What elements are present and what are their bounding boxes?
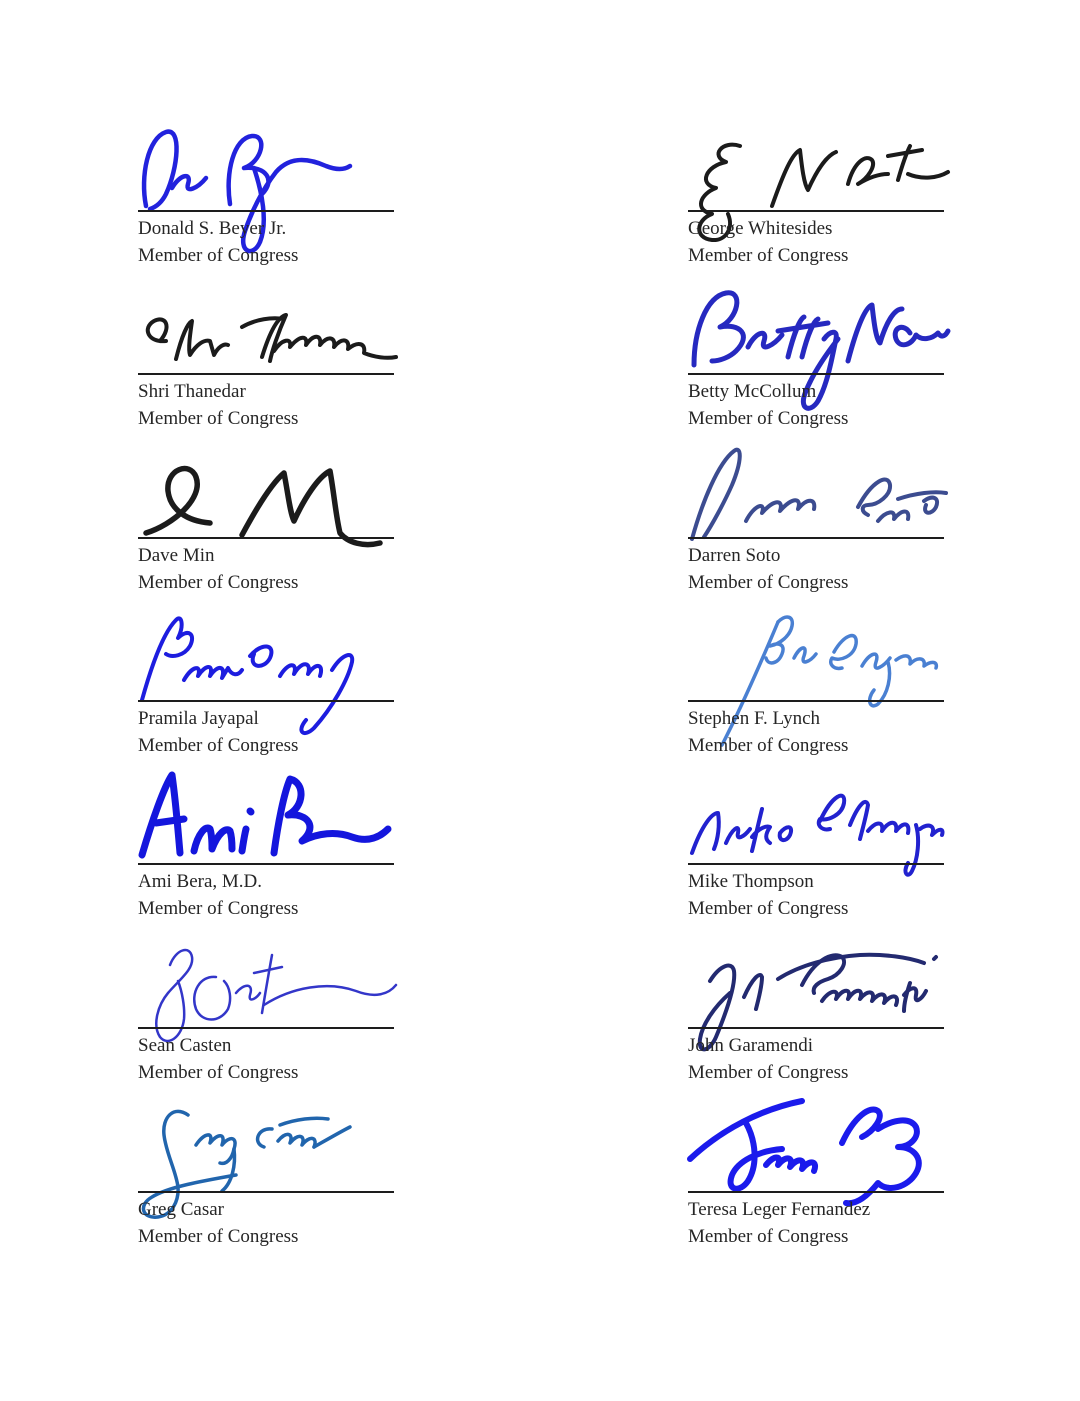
signature-line: [138, 1191, 394, 1193]
signatory-title: Member of Congress: [138, 898, 299, 919]
signature-line: [688, 537, 944, 539]
signatory-name: Darren Soto: [688, 545, 781, 566]
signatory-title: Member of Congress: [688, 735, 849, 756]
signatory-name: Donald S. Beyer Jr.: [138, 218, 287, 239]
signatory-title: Member of Congress: [138, 1062, 299, 1083]
signatory-name: Stephen F. Lynch: [688, 708, 820, 729]
signature-line: [688, 1027, 944, 1029]
signature-block-john-garamendi: [688, 1027, 944, 1086]
signature-block-stephen-f-lynch: [688, 700, 944, 759]
signatory-name: Ami Bera, M.D.: [138, 871, 263, 892]
signature-line: [138, 537, 394, 539]
signature-block-george-whitesides: [688, 210, 944, 269]
signature-line: [688, 373, 944, 375]
signature-block-sean-casten: [138, 1027, 394, 1086]
signature-line: [688, 863, 944, 865]
signatory-title: Member of Congress: [138, 245, 299, 266]
signature-block-donald-s-beyer-jr: [138, 210, 394, 269]
signatory-name: Betty McCollum: [688, 381, 817, 402]
signatory-name: Pramila Jayapal: [138, 708, 259, 729]
signatory-title: Member of Congress: [138, 408, 299, 429]
signatory-name: Shri Thanedar: [138, 381, 246, 402]
signatory-name: Mike Thompson: [688, 871, 814, 892]
signatory-title: Member of Congress: [688, 1062, 849, 1083]
signatory-title: Member of Congress: [688, 245, 849, 266]
signature-block-betty-mccollum: [688, 373, 944, 432]
signature-line: [138, 373, 394, 375]
signature-block-mike-thompson: [688, 863, 944, 922]
signature-block-shri-thanedar: [138, 373, 394, 432]
signature-block-teresa-leger-fernandez: [688, 1191, 944, 1250]
signature-line: [138, 700, 394, 702]
signature-line: [138, 1027, 394, 1029]
signature-line: [138, 863, 394, 865]
signatory-name: Teresa Leger Fernandez: [688, 1199, 871, 1220]
signature-line: [688, 700, 944, 702]
signatory-title: Member of Congress: [138, 1226, 299, 1247]
signatory-title: Member of Congress: [688, 408, 849, 429]
signatory-title: Member of Congress: [138, 735, 299, 756]
signature-line: [688, 210, 944, 212]
signatory-title: Member of Congress: [688, 898, 849, 919]
signatory-name: Sean Casten: [138, 1035, 232, 1056]
signature-block-dave-min: [138, 537, 394, 596]
signature-block-pramila-jayapal: [138, 700, 394, 759]
signatory-name: Dave Min: [138, 545, 215, 566]
signature-block-ami-bera: [138, 863, 394, 922]
signatory-name: John Garamendi: [688, 1035, 814, 1056]
signatory-title: Member of Congress: [138, 572, 299, 593]
signatory-title: Member of Congress: [688, 1226, 849, 1247]
signatory-name: George Whitesides: [688, 218, 833, 239]
signature-block-greg-casar: [138, 1191, 394, 1250]
signatory-title: Member of Congress: [688, 572, 849, 593]
signatory-name: Greg Casar: [138, 1199, 224, 1220]
signature-block-darren-soto: [688, 537, 944, 596]
signature-line: [138, 210, 394, 212]
signature-line: [688, 1191, 944, 1193]
